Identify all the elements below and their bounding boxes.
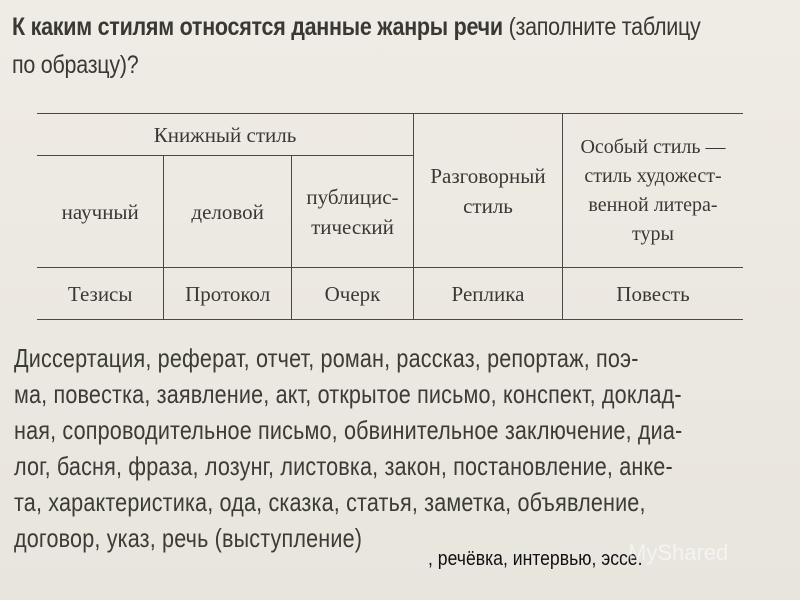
genre-line: лог, басня, фраза, лозунг, листовка, закон, постановление, анке- [14, 451, 673, 481]
header-book-style: Книжный стиль [37, 114, 414, 156]
sub-business: деловой [164, 156, 291, 268]
sub-scientific: научный [37, 156, 164, 268]
watermark-logo: MyShared [628, 540, 729, 565]
sub-publicistic: публицис- тический [291, 156, 413, 268]
genre-line: та, характеристика, ода, сказка, статья, заметка, объявление, [14, 487, 646, 517]
task-title-line2: по образцу)? [12, 51, 139, 79]
example-conversational: Реплика [414, 268, 563, 320]
genre-line: договор, указ, речь (выступление) [14, 523, 363, 553]
example-business: Протокол [164, 268, 291, 320]
genre-line: ная, сопроводительное письмо, обвинительное заключение, диа- [14, 415, 683, 445]
example-scientific: Тезисы [37, 268, 164, 320]
styles-table [37, 113, 743, 320]
example-publicistic: Очерк [291, 268, 413, 320]
genre-list [14, 340, 761, 556]
header-conversational: Разговорный стиль [414, 114, 563, 268]
task-title-bold: К каким стилям относятся данные жанры речи [12, 13, 503, 41]
task-title-rest: (заполните таблицу [502, 13, 701, 41]
genre-line: Диссертация, реферат, отчет, роман, рассказ, репортаж, поэ- [14, 343, 639, 373]
header-special: Особый стиль — стиль художест- венной литера- туры [562, 114, 743, 268]
task-title [12, 8, 786, 84]
added-genres-text: , речёвка, интервью, эссе. [428, 548, 643, 570]
genre-line: ма, повестка, заявление, акт, открытое письмо, конспект, доклад- [14, 379, 682, 409]
example-special: Повесть [562, 268, 743, 320]
